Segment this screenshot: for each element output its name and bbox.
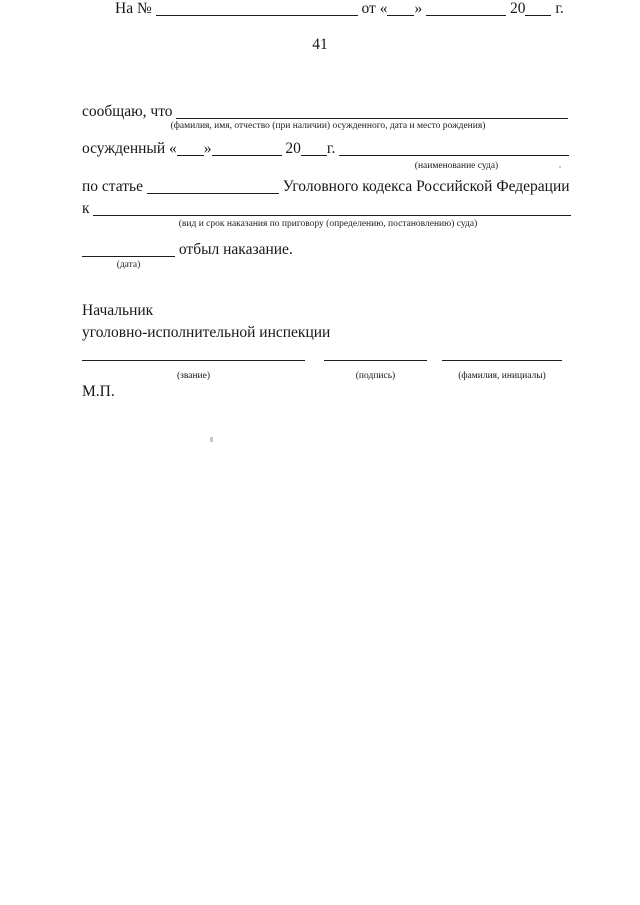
blank-month <box>212 152 282 156</box>
blank-day <box>177 152 204 156</box>
convicted-line <box>82 140 574 159</box>
open-quote-label: « <box>169 140 177 157</box>
caption-signature: (подпись) <box>355 371 396 381</box>
report-label: сообщаю, что <box>82 103 173 120</box>
close-quote-label: » <box>414 0 423 17</box>
caption-court: (наименование суда) <box>414 161 499 171</box>
blank-sentence <box>93 212 571 216</box>
signer-title-line1: Начальник <box>82 302 154 319</box>
blank-day <box>387 12 414 16</box>
article-line <box>82 178 574 197</box>
signer-title-line2: уголовно-исполнительной инспекции <box>82 324 331 341</box>
caption-rank: (звание) <box>176 371 211 381</box>
signature-lines <box>82 360 562 361</box>
blank-signature <box>324 360 427 361</box>
caption-name-initials: (фамилия, инициалы) <box>458 371 546 381</box>
caption-sentence: (вид и срок наказания по приговору (определению, постановлению) суда) <box>178 219 478 229</box>
served-label: отбыл наказание. <box>178 241 293 258</box>
k-label: к <box>82 200 90 217</box>
reference-line <box>82 0 574 19</box>
year-20-label: 20 <box>509 0 526 17</box>
caption-fio: (фамилия, имя, отчество (при наличии) осужденного, дата и место рождения) <box>170 121 486 131</box>
scan-speck <box>559 166 561 168</box>
article-label: по статье <box>82 178 143 195</box>
report-line <box>82 103 574 122</box>
blank-reference-number <box>156 12 358 16</box>
caption-date: (дата) <box>116 260 141 270</box>
blank-year <box>525 12 551 16</box>
g-label: г. <box>326 140 336 157</box>
blank-rank <box>82 360 305 361</box>
blank-date <box>82 253 175 257</box>
served-line <box>82 241 574 260</box>
stamp-place-label: М.П. <box>82 383 115 400</box>
blank-month <box>426 12 506 16</box>
year-20-label: 20 <box>285 140 301 157</box>
blank-convict-name <box>176 115 568 119</box>
g-label: г. <box>555 0 564 17</box>
criminal-code-label: Уголовного кодекса Российской Федерации <box>282 178 570 195</box>
blank-court-name <box>339 152 569 156</box>
close-quote-label: » <box>203 140 212 157</box>
blank-article-number <box>147 190 279 194</box>
blank-year <box>301 152 327 156</box>
sentence-line <box>82 200 574 219</box>
scan-speck <box>210 437 213 442</box>
signature-captions <box>82 371 562 381</box>
convicted-label: осужденный <box>82 140 166 157</box>
page-number: 41 <box>312 36 328 53</box>
blank-name-initials <box>442 360 562 361</box>
ot-open-quote-label: от « <box>361 0 388 17</box>
na-number-label: На № <box>115 0 152 17</box>
